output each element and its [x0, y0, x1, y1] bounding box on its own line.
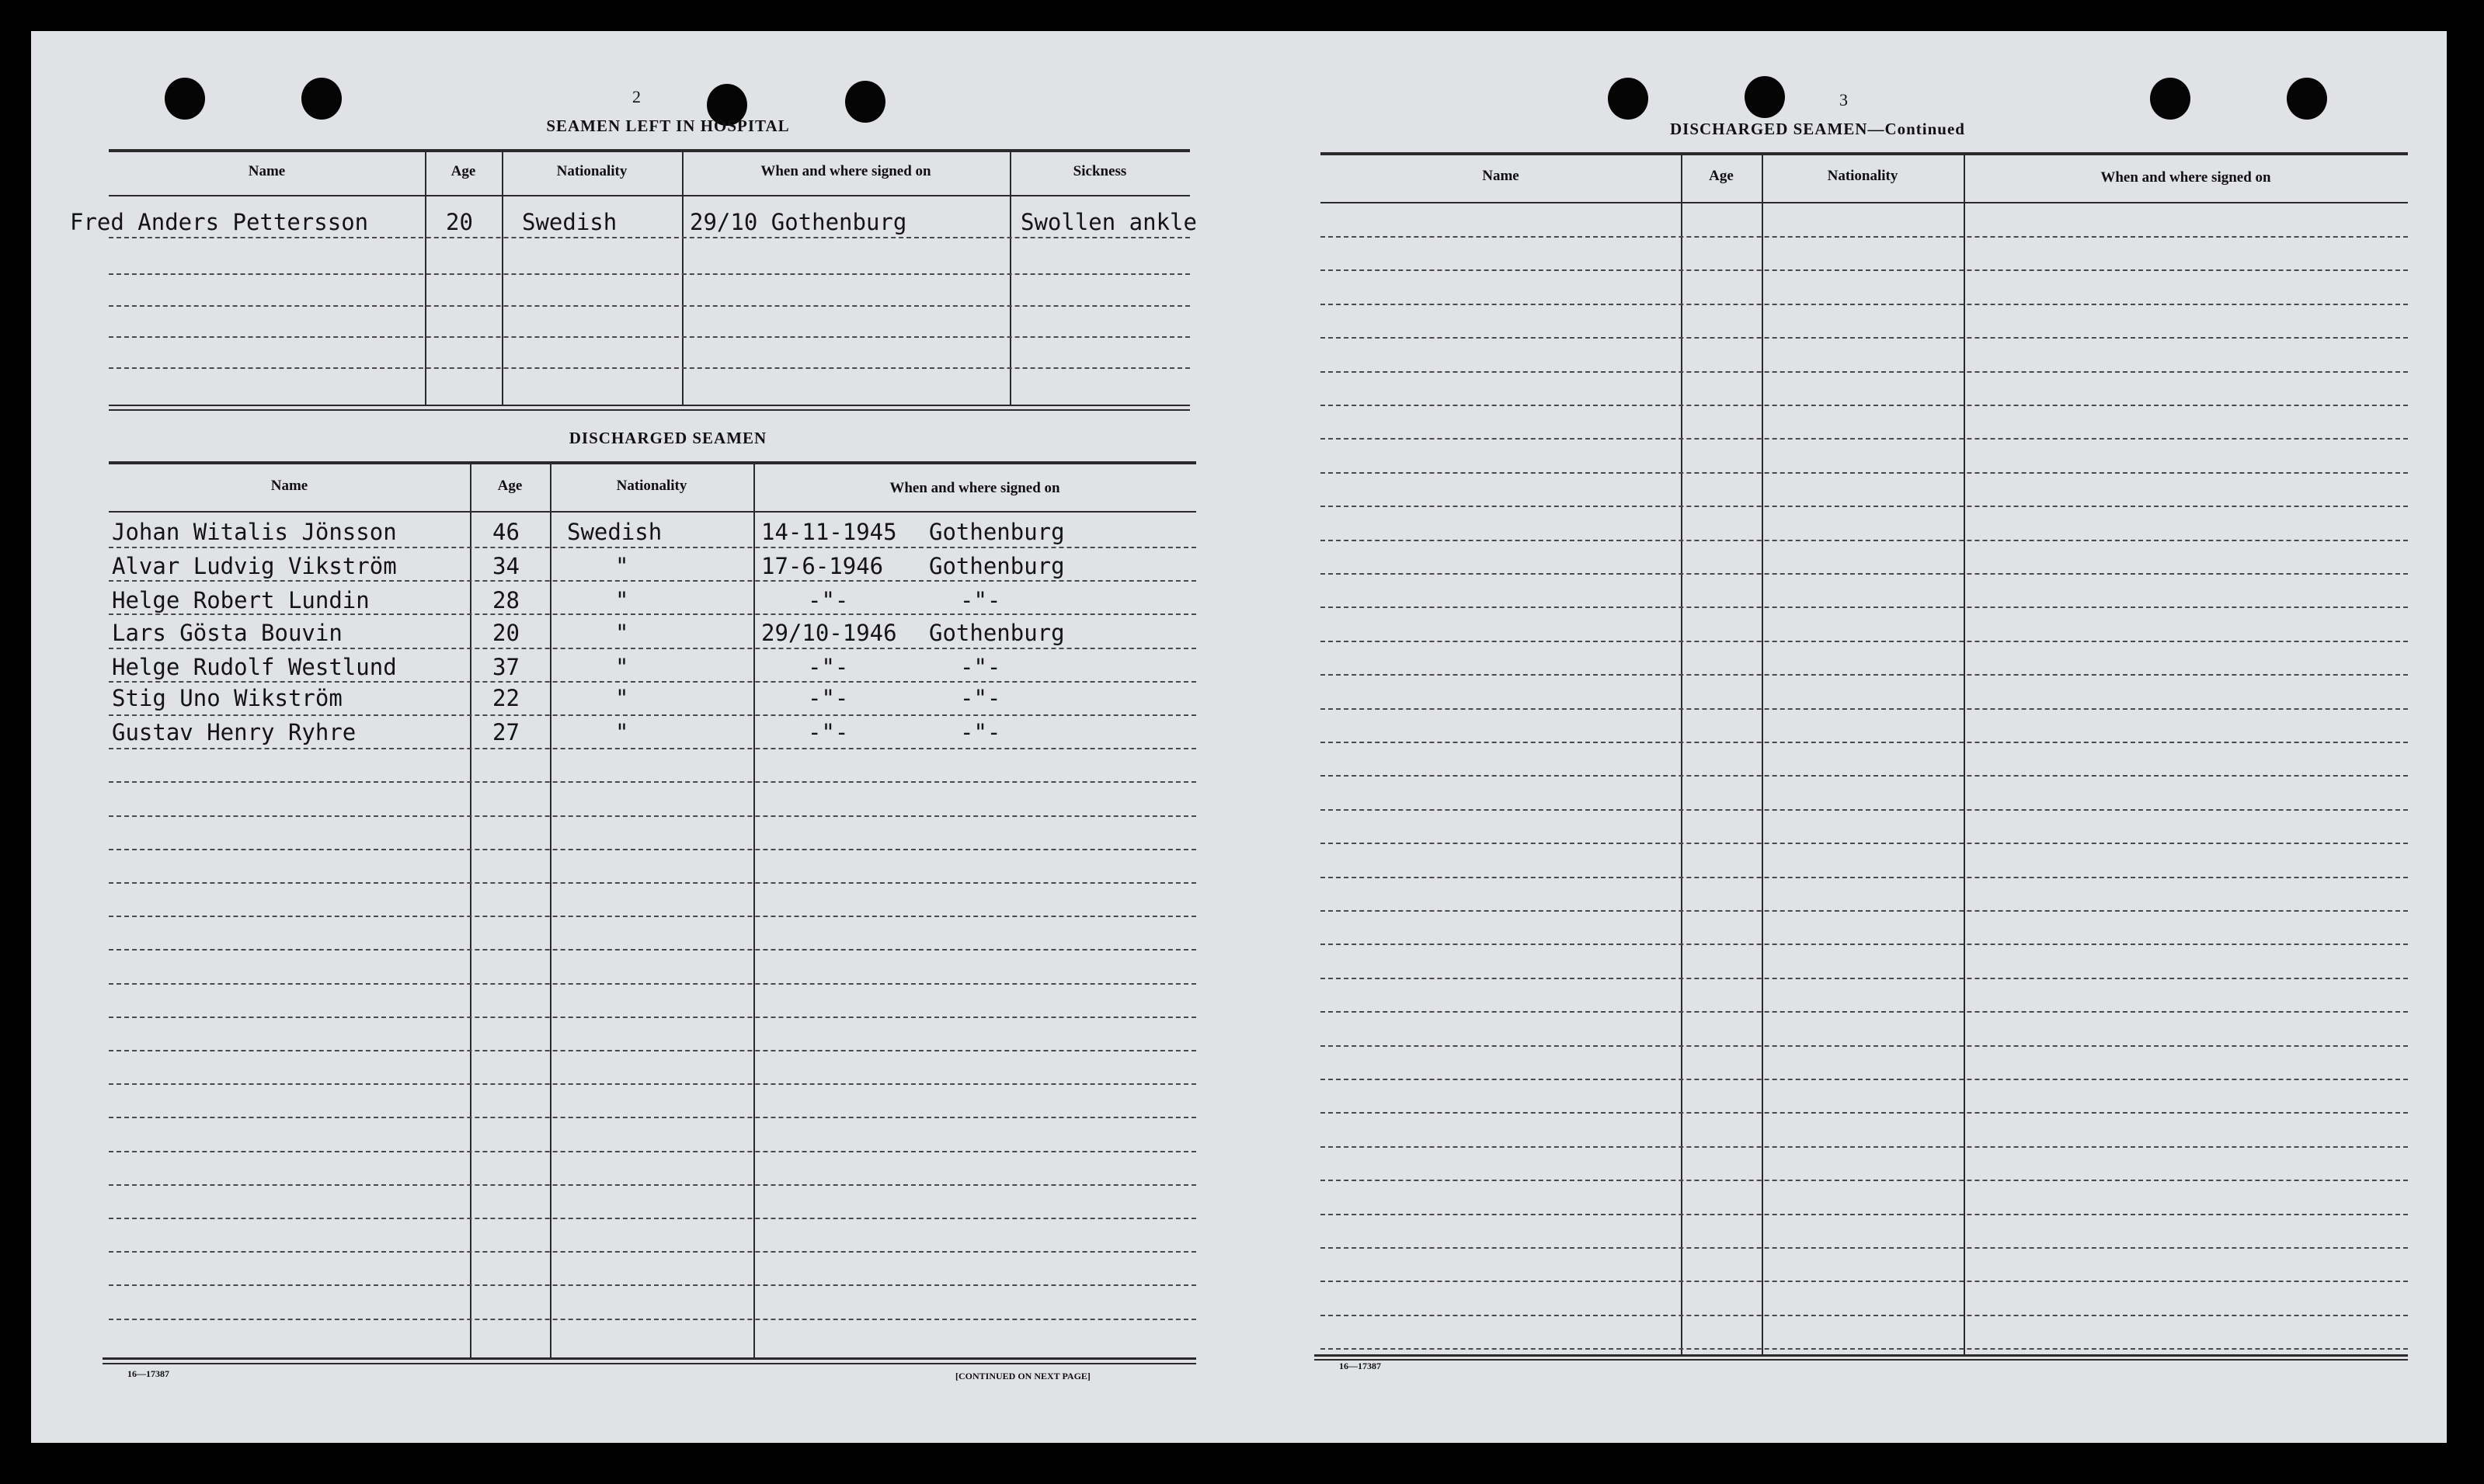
ruled-line: [1320, 506, 2408, 507]
ruled-line: [1320, 1112, 2408, 1114]
ruled-line: [109, 1218, 1196, 1219]
seaman-age: 20: [492, 620, 520, 646]
ruled-line: [1320, 371, 2408, 373]
ruled-line: [109, 580, 1196, 582]
seaman-name: Gustav Henry Ryhre: [112, 719, 357, 745]
ruled-line: [1320, 1214, 2408, 1215]
ruled-line: [1320, 742, 2408, 743]
hospital-sickness: Swollen ankle: [1021, 209, 1197, 235]
hospital-header-nationality: Nationality: [556, 163, 628, 179]
seaman-place: -"-: [960, 654, 1001, 680]
hospital-header-signed-on: When and where signed on: [760, 163, 931, 179]
ruled-line: [109, 1319, 1196, 1320]
ruled-line: [1320, 1180, 2408, 1181]
form-number: 16—17387: [1339, 1361, 1381, 1371]
ruled-line: [1320, 1281, 2408, 1282]
ruled-line: [109, 1151, 1196, 1152]
ruled-line: [1320, 674, 2408, 676]
ruled-line: [1320, 775, 2408, 777]
ruled-line: [1320, 641, 2408, 642]
seaman-age: 28: [492, 587, 520, 613]
ruled-line: [1320, 944, 2408, 945]
continued-header-nationality: Nationality: [1827, 168, 1898, 184]
hospital-header-name: Name: [248, 163, 286, 179]
hospital-nationality: Swedish: [522, 209, 618, 235]
ruled-line: [1320, 405, 2408, 406]
punch-hole: [1745, 76, 1785, 118]
seaman-nationality: Swedish: [567, 519, 663, 545]
continued-header-name: Name: [1482, 168, 1519, 184]
ruled-line: [109, 648, 1196, 649]
seaman-name: Johan Witalis Jönsson: [112, 519, 397, 545]
punch-hole: [2287, 78, 2327, 120]
seaman-date: 14-11-1945: [761, 519, 897, 545]
ruled-line: [1320, 978, 2408, 979]
ruled-line: [1320, 1045, 2408, 1047]
ruled-line: [1320, 1079, 2408, 1080]
ruled-line: [1320, 1146, 2408, 1148]
seaman-date: -"-: [808, 587, 849, 613]
seaman-age: 22: [492, 685, 520, 711]
page-number: 2: [632, 87, 641, 106]
ruled-line: [109, 1117, 1196, 1118]
ruled-line: [109, 882, 1196, 884]
ruled-line: [109, 1017, 1196, 1018]
page-number: 3: [1839, 90, 1848, 109]
seaman-date: 17-6-1946: [761, 553, 884, 579]
seaman-date: -"-: [808, 654, 849, 680]
ruled-line: [109, 1251, 1196, 1253]
ruled-line: [1320, 438, 2408, 440]
ruled-line: [1320, 269, 2408, 271]
seaman-name: Helge Robert Lundin: [112, 587, 370, 613]
ruled-line: [109, 1284, 1196, 1286]
continued-header-age: Age: [1709, 168, 1734, 184]
seaman-name: Helge Rudolf Westlund: [112, 654, 397, 680]
seaman-name: Stig Uno Wikström: [112, 685, 343, 711]
seaman-nationality: ": [615, 587, 629, 613]
ruled-line: [1320, 1247, 2408, 1249]
seaman-place: -"-: [960, 685, 1001, 711]
discharged-header-name: Name: [270, 478, 308, 494]
seaman-nationality: ": [615, 620, 629, 646]
ruled-line: [1320, 910, 2408, 912]
ruled-line: [109, 916, 1196, 917]
seaman-nationality: ": [615, 553, 629, 579]
ruled-line: [1320, 809, 2408, 811]
ruled-line: [109, 1050, 1196, 1051]
discharged-section-title: DISCHARGED SEAMEN: [569, 429, 767, 447]
seaman-age: 37: [492, 654, 520, 680]
ruled-line: [1320, 1011, 2408, 1013]
seaman-place: Gothenburg: [929, 620, 1065, 646]
hospital-section-title: SEAMEN LEFT IN HOSPITAL: [546, 116, 790, 135]
discharged-header-signed-on: When and where signed on: [889, 480, 1060, 496]
ruled-line: [1320, 843, 2408, 844]
ruled-line: [1320, 304, 2408, 305]
seaman-age: 46: [492, 519, 520, 545]
continued-note: [CONTINUED ON NEXT PAGE]: [955, 1371, 1091, 1381]
ruled-line: [1320, 540, 2408, 541]
ruled-line: [109, 681, 1196, 683]
punch-hole: [2150, 78, 2190, 120]
seaman-age: 34: [492, 553, 520, 579]
ruled-line: [1320, 472, 2408, 474]
ruled-line: [109, 949, 1196, 951]
seaman-place: -"-: [960, 719, 1001, 745]
hospital-header-sickness: Sickness: [1073, 163, 1127, 179]
hospital-signed-on: 29/10 Gothenburg: [690, 209, 907, 235]
ruled-line: [109, 983, 1196, 985]
seaman-place: Gothenburg: [929, 519, 1065, 545]
seaman-date: 29/10-1946: [761, 620, 897, 646]
ruled-line: [109, 714, 1196, 716]
seaman-name: Lars Gösta Bouvin: [112, 620, 343, 646]
ruled-line: [1320, 236, 2408, 238]
ruled-line: [1320, 1348, 2408, 1350]
ruled-line: [109, 781, 1196, 783]
hospital-name: Fred Anders Pettersson: [70, 209, 369, 235]
continued-section-title: DISCHARGED SEAMEN—Continued: [1670, 120, 1965, 138]
ruled-line: [1320, 337, 2408, 339]
ruled-line: [109, 547, 1196, 548]
seaman-date: -"-: [808, 719, 849, 745]
punch-hole: [301, 78, 342, 120]
hospital-header-age: Age: [451, 163, 476, 179]
ruled-line: [1320, 877, 2408, 878]
ruled-line: [109, 849, 1196, 850]
seaman-name: Alvar Ludvig Vikström: [112, 553, 397, 579]
ruled-line: [109, 1184, 1196, 1186]
ruled-line: [109, 748, 1196, 749]
discharged-header-age: Age: [497, 478, 523, 494]
ruled-line: [1320, 606, 2408, 608]
punch-hole: [165, 78, 205, 120]
seaman-age: 27: [492, 719, 520, 745]
ruled-line: [109, 613, 1196, 615]
hospital-age: 20: [446, 209, 473, 235]
form-number: 16—17387: [127, 1368, 169, 1379]
seaman-place: Gothenburg: [929, 553, 1065, 579]
ruled-line: [1320, 708, 2408, 710]
punch-hole: [1608, 78, 1648, 120]
document-page: [31, 31, 2447, 1443]
seaman-nationality: ": [615, 719, 629, 745]
ruled-line: [1320, 573, 2408, 575]
ruled-line: [109, 1083, 1196, 1085]
seaman-nationality: ": [615, 685, 629, 711]
seaman-place: -"-: [960, 587, 1001, 613]
discharged-header-nationality: Nationality: [616, 478, 687, 494]
seaman-nationality: ": [615, 654, 629, 680]
continued-header-signed-on: When and where signed on: [2100, 169, 2271, 186]
ruled-line: [109, 815, 1196, 817]
seaman-date: -"-: [808, 685, 849, 711]
ruled-line: [1320, 1315, 2408, 1316]
